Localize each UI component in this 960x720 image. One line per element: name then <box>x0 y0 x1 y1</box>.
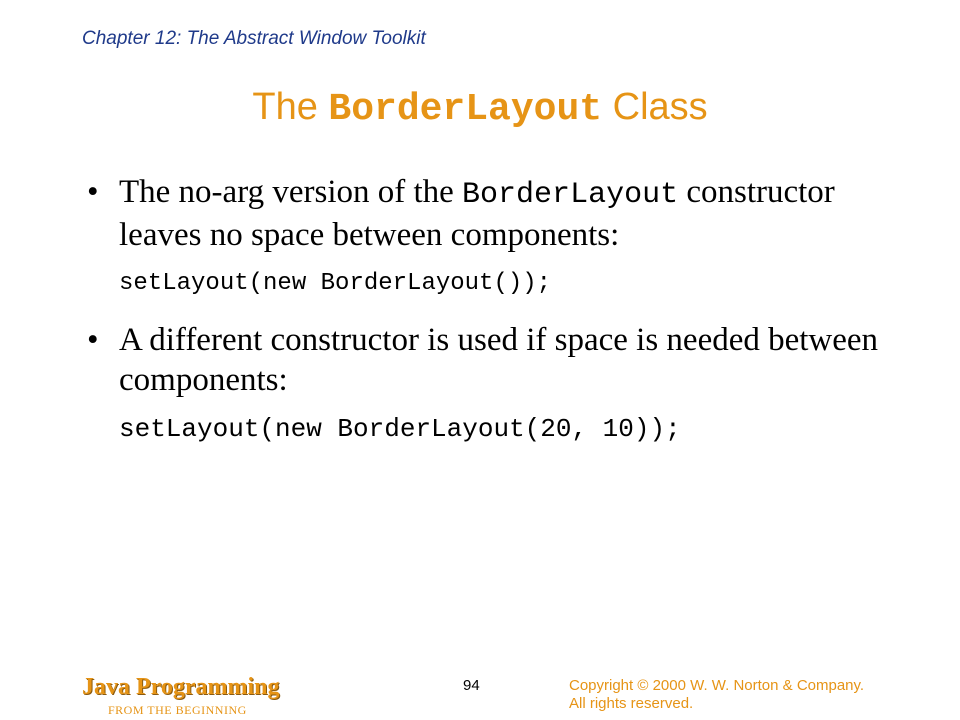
bullet-text-before: The no-arg version of the <box>119 174 463 210</box>
bullet-text: A different constructor is used if space is needed between components: <box>119 322 879 398</box>
code-example: setLayout(new BorderLayout(20, 10)); <box>119 414 681 444</box>
chapter-header: Chapter 12: The Abstract Window Toolkit <box>82 28 426 49</box>
code-example: setLayout(new BorderLayout()); <box>119 270 552 297</box>
copyright-line: Copyright © 2000 W. W. Norton & Company. <box>569 677 865 694</box>
copyright-line: All rights reserved. <box>569 695 694 712</box>
title-code: BorderLayout <box>328 88 603 131</box>
bullet-dot-icon: • <box>87 322 99 358</box>
title-prefix: The <box>252 86 329 128</box>
title-suffix: Class <box>602 86 708 128</box>
footer-brand-subtitle: FROM THE BEGINNING <box>108 703 247 717</box>
slide-title <box>0 86 960 131</box>
footer-brand: Java Programming <box>82 674 280 700</box>
copyright-notice <box>569 677 909 713</box>
bullet-text-after: constructor leaves no space between components: <box>119 174 835 253</box>
bullet-item <box>87 172 887 255</box>
page-number: 94 <box>463 677 480 694</box>
bullet-dot-icon: • <box>87 174 99 210</box>
bullet-text <box>119 172 887 255</box>
bullet-item <box>87 320 887 400</box>
bullet-inline-code: BorderLayout <box>462 178 679 212</box>
